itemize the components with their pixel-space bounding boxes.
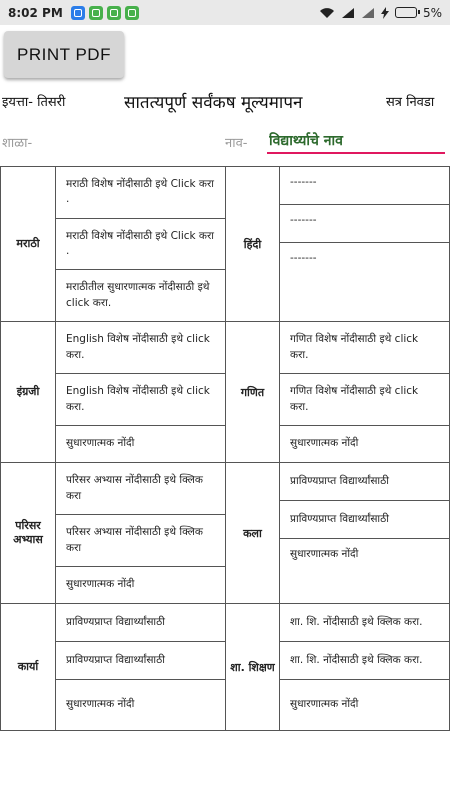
charging-icon [381, 7, 389, 19]
name-label: नाव- [225, 136, 248, 151]
table-row [0, 322, 450, 463]
work-note-cell[interactable]: प्राविण्यप्राप्त विद्यार्थ्यांसाठी [56, 604, 225, 642]
print-pdf-button[interactable]: PRINT PDF [4, 31, 124, 78]
page-title: सातत्यपूर्ण सर्वंकष मूल्यमापन [124, 93, 303, 113]
evs-note-cell[interactable]: परिसर अभ्यास नोंदीसाठी इथे क्लिक करा [56, 515, 225, 567]
pe-remedial-cell[interactable]: सुधारणात्मक नोंदी [290, 698, 359, 711]
school-label: शाळा- [2, 136, 33, 151]
math-note-cell[interactable]: गणित विशेष नोंदीसाठी इथे click करा. [280, 374, 449, 426]
work-remedial-cell[interactable]: सुधारणात्मक नोंदी [66, 698, 135, 711]
hindi-note-cell[interactable]: ------- [290, 251, 317, 264]
session-selector[interactable]: सत्र निवडा [386, 95, 435, 110]
pe-note-cell[interactable]: शा. शि. नोंदीसाठी इथे क्लिक करा. [280, 642, 449, 680]
hindi-note-cell[interactable]: ------- [280, 167, 449, 205]
art-note-cell[interactable]: प्राविण्यप्राप्त विद्यार्थ्यांसाठी [280, 463, 449, 501]
art-note-cell[interactable]: प्राविण्यप्राप्त विद्यार्थ्यांसाठी [280, 501, 449, 539]
marathi-note-cell[interactable]: मराठी विशेष नोंदीसाठी इथे Click करा . [56, 219, 225, 271]
math-note-cell[interactable]: गणित विशेष नोंदीसाठी इथे click करा. [280, 322, 449, 374]
marathi-remedial-cell[interactable]: मराठीतील सुधारणात्मक नोंदीसाठी इथे click करा. [66, 281, 210, 309]
pe-note-cell[interactable]: शा. शि. नोंदीसाठी इथे क्लिक करा. [280, 604, 449, 642]
marathi-note-cell[interactable]: मराठी विशेष नोंदीसाठी इथे Click करा . [56, 167, 225, 219]
table-row [0, 604, 450, 731]
work-note-cell[interactable]: प्राविण्यप्राप्त विद्यार्थ्यांसाठी [56, 642, 225, 680]
english-remedial-cell[interactable]: सुधारणात्मक नोंदी [66, 437, 135, 450]
math-remedial-cell[interactable]: सुधारणात्मक नोंदी [290, 437, 359, 450]
signal-icon [341, 7, 355, 19]
app-notification-icon [71, 6, 85, 20]
android-notification-icon [89, 6, 103, 20]
subject-label: परिसर अभ्यास [0, 463, 56, 603]
student-name-field[interactable] [267, 128, 445, 154]
battery-percent: 5% [422, 5, 442, 20]
hindi-note-cell[interactable]: ------- [280, 205, 449, 243]
evs-remedial-cell[interactable]: सुधारणात्मक नोंदी [66, 578, 135, 591]
subject-label: गणित [225, 322, 280, 462]
subject-label: हिंदी [225, 167, 280, 321]
subject-label: शा. शिक्षण [225, 604, 280, 730]
subject-label: कला [225, 463, 280, 603]
table-row [0, 166, 450, 322]
evaluation-table [0, 166, 450, 731]
english-note-cell[interactable]: English विशेष नोंदीसाठी इथे click करा. [56, 322, 225, 374]
subject-label: इंग्रजी [0, 322, 56, 462]
status-time: 8:02 PM [8, 5, 63, 20]
signal-icon [361, 7, 375, 19]
battery-icon [395, 7, 417, 18]
wifi-icon [319, 7, 335, 19]
subject-label: मराठी [0, 167, 56, 321]
android-notification-icon [107, 6, 121, 20]
android-notification-icon [125, 6, 139, 20]
subject-label: कार्या [0, 604, 56, 730]
art-remedial-cell[interactable]: सुधारणात्मक नोंदी [290, 548, 359, 560]
class-label: इयत्ता- तिसरी [2, 95, 66, 110]
status-bar [0, 0, 450, 25]
evs-note-cell[interactable]: परिसर अभ्यास नोंदीसाठी इथे क्लिक करा [56, 463, 225, 515]
table-row [0, 463, 450, 604]
english-note-cell[interactable]: English विशेष नोंदीसाठी इथे click करा. [56, 374, 225, 426]
